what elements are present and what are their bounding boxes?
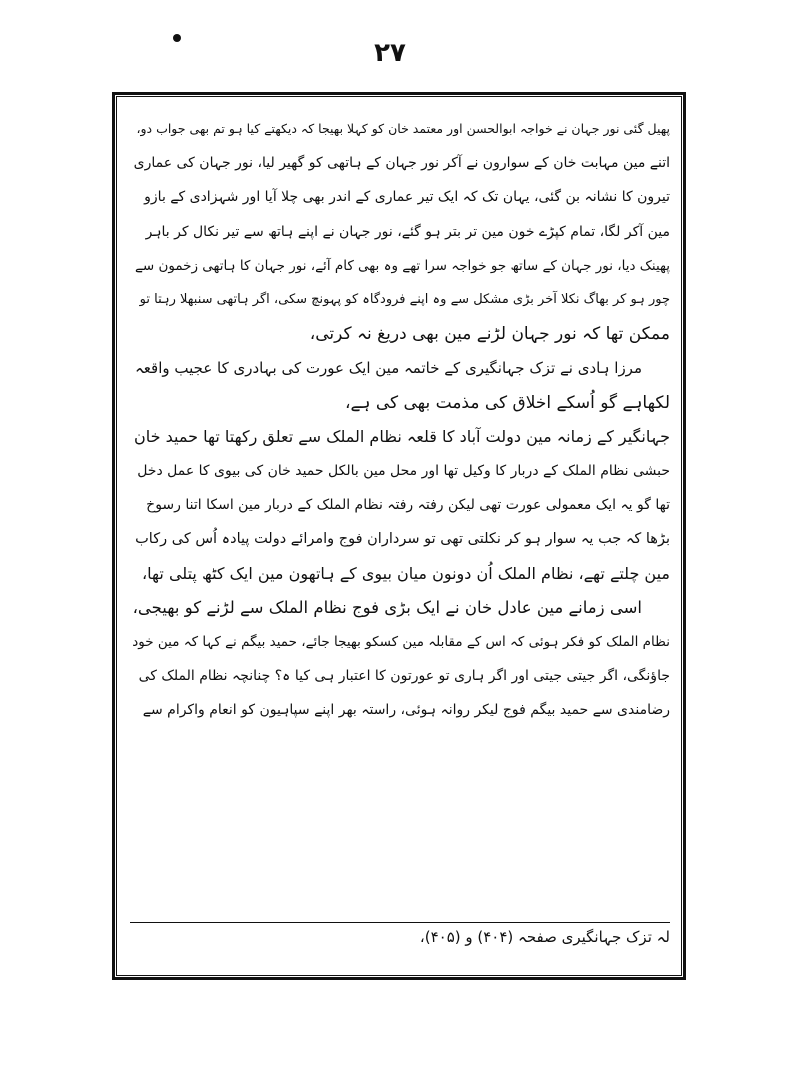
text-line: جہانگیر کے زمانہ مین دولت آباد کا قلعہ نظام الملک سے تعلق رکھتا تھا حمید خان <box>134 426 670 446</box>
text-line: اتنے مین مہابت خان کے سوارون نے آکر نور جہان کے ہاتھی کو گھیر لیا، نور جہان کی عماری <box>133 155 670 172</box>
text-line: چور ہو کر بھاگ نکلا آخر بڑی مشکل سے وہ اپنے فرودگاہ کو پہونچ سکی، اگر ہاتھی سنبھلا رہتا تو <box>139 292 670 308</box>
text-line: جاؤنگی، اگر جیتی جیتی اور اگر ہاری تو عورتون کا اعتبار ہی کیا ہ؟ چنانچہ نظام الملک کی <box>138 668 670 685</box>
text-line: حبشی نظام الملک کے دربار کا وکیل تھا اور محل مین بالکل حمید خان کی بیوی کا عمل دخل <box>137 463 670 480</box>
text-line: پھیل گئی نور جہان نے خواجہ ابوالحسن اور معتمد خان کو کہلا بھیجا کہ دیکھتے کیا ہو تم بھی جواب دو، <box>136 121 670 136</box>
ink-dot <box>173 34 181 42</box>
text-line: پھینک دیا، نور جہان کے ساتھ جو خواجہ سرا تھے وہ بھی کام آئے، نور جہان کا ہاتھی زخمون سے <box>134 257 670 274</box>
text-line: تھا گو یہ ایک معمولی عورت تھی لیکن رفتہ رفتہ نظام الملک کے دربار مین اسکا اتنا رسوخ <box>146 497 670 514</box>
text-line: مین آکر لگا، تمام کپڑے خون مین تر بتر ہو گئے، نور جہان نے اپنے ہاتھ سے تیر نکال کر باہر <box>145 223 670 240</box>
text-line: تیرون کا نشانہ بن گئی، یہان تک کہ ایک تیر عماری کے اندر بھی چلا آیا اور شہزادی کے بازو <box>144 189 670 206</box>
footnote-divider <box>130 922 670 923</box>
text-line: اسی زمانے مین عادل خان نے ایک بڑی فوج نظام الملک سے لڑنے کو بھیجی، <box>132 597 642 617</box>
text-line: مرزا ہادی نے تزک جہانگیری کے خاتمہ مین ایک عورت کی بہادری کا عجیب واقعہ <box>135 359 642 378</box>
text-line: لکھاہے گو اُسکے اخلاق کی مذمت بھی کی ہے، <box>345 392 670 413</box>
text-line: رضامندی سے حمید بیگم فوج لیکر روانہ ہوئی، راستہ بھر اپنے سپاہیون کو انعام واکرام سے <box>142 702 670 719</box>
footnote: لہ تزک جہانگیری صفحہ (۴۰۴) و (۴۰۵)، <box>419 928 670 946</box>
body-text <box>130 112 670 728</box>
text-line: مین چلتے تھے، نظام الملک اُن دونون میان بیوی کے ہاتھون مین ایک کٹھ پتلی تھا، <box>142 563 670 583</box>
text-line: بڑھا کہ جب یہ سوار ہو کر نکلتی تھی تو سرداران فوج وامرائے دولت پیادہ اُس کی رکاب <box>135 531 670 548</box>
text-line: ممکن تھا کہ نور جہان لڑنے مین بھی دریغ نہ کرتی، <box>309 324 670 345</box>
page-number: ۲۷ <box>374 38 406 68</box>
text-line: نظام الملک کو فکر ہوئی کہ اس کے مقابلہ مین کسکو بھیجا جائے، حمید بیگم نے کہا کہ مین خود <box>132 634 670 651</box>
